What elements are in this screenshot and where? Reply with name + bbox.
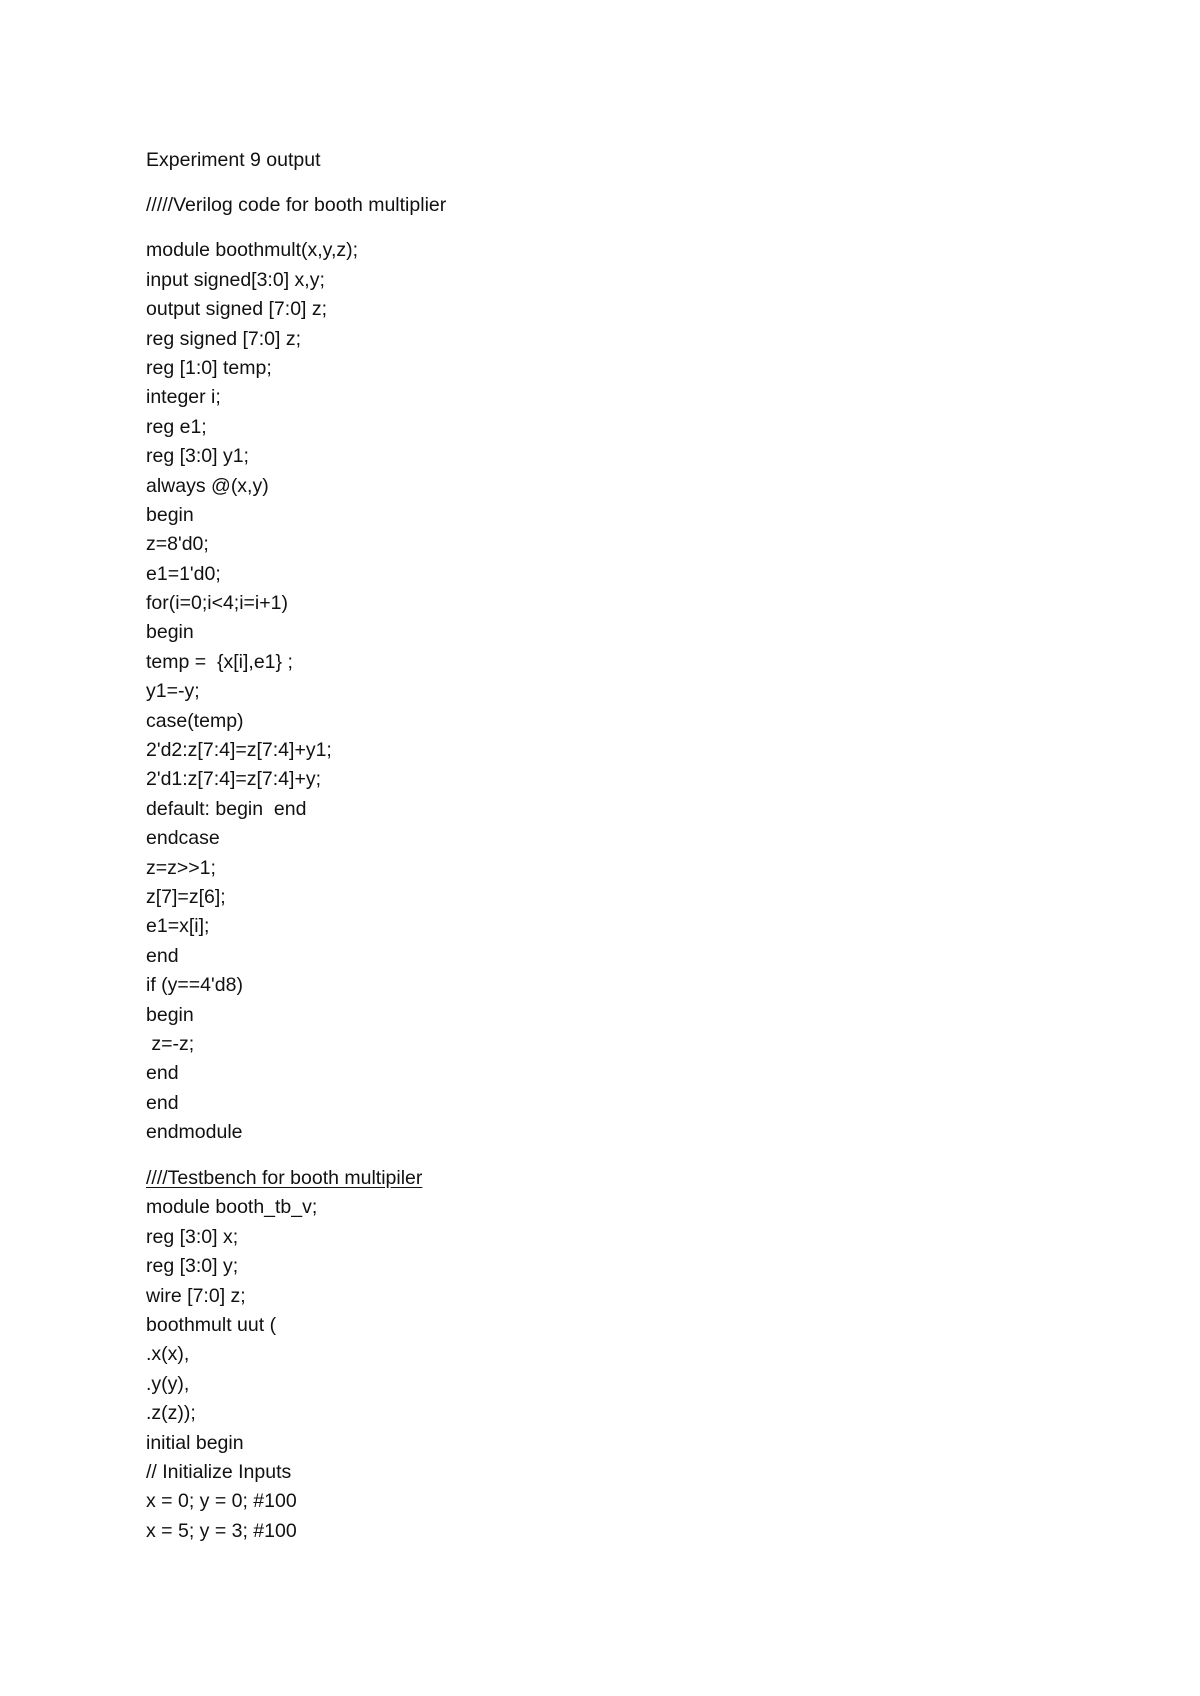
code-line: begin — [146, 503, 194, 526]
code-line: initial begin — [146, 1431, 244, 1454]
code-line: .y(y), — [146, 1372, 190, 1395]
code-line: z=8'd0; — [146, 533, 209, 556]
code-line: z[7]=z[6]; — [146, 885, 226, 908]
code-line: reg e1; — [146, 415, 207, 438]
code-line: end — [146, 944, 179, 967]
verilog-heading: /////Verilog code for booth multiplier — [146, 193, 447, 216]
code-line: wire [7:0] z; — [146, 1284, 246, 1307]
verilog-code-block — [146, 236, 1106, 1147]
code-line: endcase — [146, 827, 220, 850]
code-line: boothmult uut ( — [146, 1313, 277, 1336]
code-line: e1=x[i]; — [146, 915, 210, 938]
code-line: reg [3:0] x; — [146, 1225, 239, 1248]
code-line: // Initialize Inputs — [146, 1460, 292, 1483]
code-line: .z(z)); — [146, 1402, 196, 1425]
code-line: end — [146, 1091, 179, 1114]
code-line: end — [146, 1062, 179, 1085]
code-line: y1=-y; — [146, 680, 200, 703]
document-title: Experiment 9 output — [146, 149, 321, 171]
testbench-code-block — [146, 1193, 1106, 1546]
code-line: x = 5; y = 3; #100 — [146, 1519, 297, 1542]
code-line: module boothmult(x,y,z); — [146, 239, 359, 262]
code-line: input signed[3:0] x,y; — [146, 268, 325, 291]
code-line: always @(x,y) — [146, 474, 269, 497]
code-line: 2'd1:z[7:4]=z[7:4]+y; — [146, 768, 322, 791]
code-line: begin — [146, 621, 194, 644]
code-line: integer i; — [146, 386, 221, 409]
code-line: temp = {x[i],e1} ; — [146, 650, 293, 673]
code-line: for(i=0;i<4;i=i+1) — [146, 592, 288, 615]
code-line: output signed [7:0] z; — [146, 298, 328, 321]
code-line: z=-z; — [146, 1032, 195, 1055]
code-line: e1=1'd0; — [146, 562, 221, 585]
code-line: default: begin end — [146, 797, 307, 820]
code-line: reg [3:0] y1; — [146, 445, 249, 468]
code-line: if (y==4'd8) — [146, 974, 243, 997]
code-line: x = 0; y = 0; #100 — [146, 1490, 297, 1513]
code-line: z=z>>1; — [146, 856, 216, 879]
code-line: reg [3:0] y; — [146, 1255, 239, 1278]
code-line: module booth_tb_v; — [146, 1196, 318, 1219]
document-content — [146, 146, 1106, 1546]
code-line: case(temp) — [146, 709, 244, 732]
testbench-heading: ////Testbench for booth multipiler — [146, 1166, 423, 1189]
code-line: 2'd2:z[7:4]=z[7:4]+y1; — [146, 739, 332, 762]
code-line: reg signed [7:0] z; — [146, 327, 302, 350]
code-line: reg [1:0] temp; — [146, 356, 272, 379]
code-line: endmodule — [146, 1121, 243, 1144]
code-line: .x(x), — [146, 1343, 190, 1366]
code-line: begin — [146, 1003, 194, 1026]
